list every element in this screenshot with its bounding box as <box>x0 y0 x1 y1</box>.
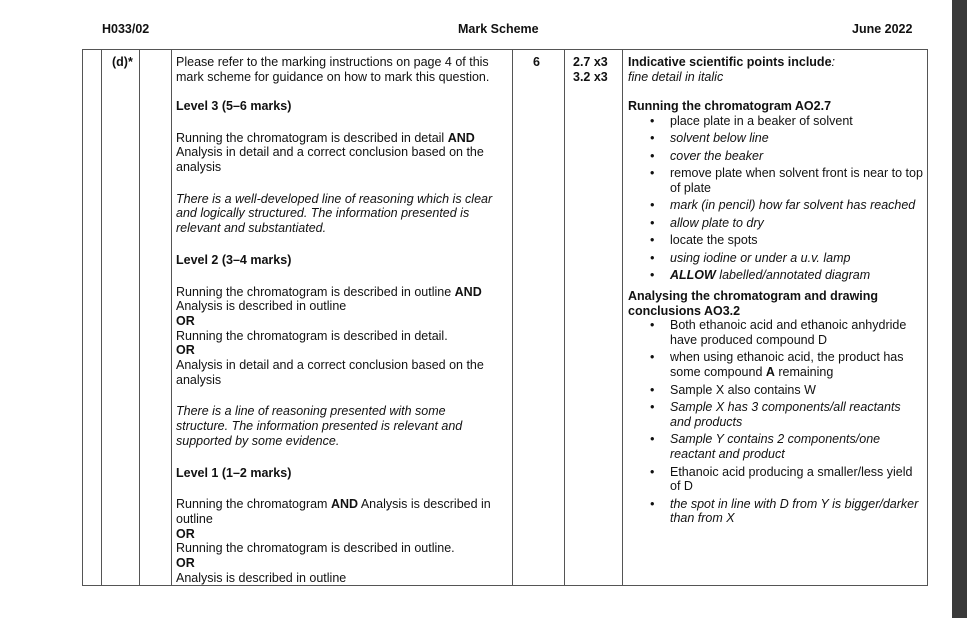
level-1-criterion: Analysis is described in outline <box>176 570 347 585</box>
paper-code: H033/02 <box>102 22 150 36</box>
guidance-column: Indicative scientific points include: fine detail in italic Running the chromatogram AO2.7 • place plate in a beaker of solvent • solvent below line • cover the beaker • remove plate when solvent front is near to top of plate • mark (in pencil) how far solvent has reached • allow plate to dry • locate the spots • using iodine or under a u.v. lamp • ALLOW labelled/annotated diagram Analysing the chromatogram and drawing conclusions AO3.2 • Both ethanoic acid and ethanoic anhydride have produced compound D • when using ethanoic acid, the product has some compound A remaining • Sample X also contains W • Sample X has 3 components/all reactants and products • Sample Y contains 2 components/one reactant and product • Ethanoic acid producing a smaller/less yield of D • the spot in line with D from Y is bigger/darker than from X <box>628 55 924 529</box>
analysis-point: • Ethanoic acid producing a smaller/less yield of D <box>628 465 924 494</box>
running-points-list <box>628 114 924 266</box>
column-divider <box>101 50 102 585</box>
question-number: (d)* <box>112 55 133 69</box>
level-1-heading: Level 1 (1–2 marks) <box>176 465 292 480</box>
level-3-reasoning: relevant and substantiated. <box>176 221 327 236</box>
level-3-reasoning: There is a well-developed line of reasoning which is clear <box>176 191 493 206</box>
running-point: • allow plate to dry <box>628 216 924 231</box>
ao-line: 2.7 x3 <box>573 55 608 69</box>
level-2-reasoning: There is a line of reasoning presented with some <box>176 404 446 419</box>
column-divider <box>564 50 565 585</box>
level-1-criterion: Running the chromatogram is described in outline. <box>176 541 455 556</box>
ao-line: 3.2 x3 <box>573 69 608 84</box>
running-point: • using iodine or under a u.v. lamp <box>628 251 924 266</box>
level-1-criterion: Running the chromatogram AND Analysis is described in <box>176 497 491 512</box>
column-divider <box>171 50 172 585</box>
analysis-heading: Analysing the chromatogram and drawing <box>628 288 879 303</box>
marks-value: 6 <box>533 55 540 69</box>
level-2-reasoning: supported by some evidence. <box>176 433 340 448</box>
level-2-criterion: Analysis is described in outline <box>176 299 347 314</box>
running-point: • mark (in pencil) how far solvent has reached <box>628 198 924 213</box>
column-divider <box>622 50 623 585</box>
allow-point: • ALLOW labelled/annotated diagram <box>628 268 924 283</box>
answer-column <box>176 55 509 585</box>
analysis-point: • Both ethanoic acid and ethanoic anhydride have produced compound D <box>628 318 924 347</box>
level-2-criterion: analysis <box>176 372 222 387</box>
level-2-criterion: Analysis in detail and a correct conclusion based on the <box>176 358 484 373</box>
analysis-point: • Sample Y contains 2 components/one reactant and product <box>628 432 924 461</box>
analysis-point: • when using ethanoic acid, the product has some compound A remaining <box>628 350 924 379</box>
level-3-reasoning: and logically structured. The information presented is <box>176 206 470 221</box>
analysis-heading: conclusions AO3.2 <box>628 303 741 318</box>
level-1-criterion: outline <box>176 511 213 526</box>
window-edge <box>952 0 967 618</box>
or-label: OR <box>176 556 195 571</box>
level-3-heading: Level 3 (5–6 marks) <box>176 98 292 113</box>
page-title: Mark Scheme <box>458 22 539 36</box>
level-3-criterion: Analysis in detail and a correct conclusion based on the <box>176 145 484 160</box>
level-2-criterion: Running the chromatogram is described in detail. <box>176 328 448 343</box>
level-3-criterion: analysis <box>176 160 222 175</box>
analysis-point: • Sample X has 3 components/all reactants and products <box>628 400 924 429</box>
running-heading: Running the chromatogram AO2.7 <box>628 98 832 113</box>
assessment-objectives <box>573 55 608 84</box>
or-label: OR <box>176 343 195 358</box>
intro-line: mark scheme for guidance on how to mark this question. <box>176 69 490 84</box>
level-3-criterion: Running the chromatogram is described in detail AND <box>176 130 475 145</box>
analysis-point: • Sample X also contains W <box>628 383 924 398</box>
level-2-reasoning: structure. The information presented is relevant and <box>176 419 463 434</box>
or-label: OR <box>176 313 195 328</box>
or-label: OR <box>176 526 195 541</box>
column-divider <box>512 50 513 585</box>
analysis-points-list <box>628 318 924 526</box>
guidance-subtitle: fine detail in italic <box>628 69 724 84</box>
column-divider <box>139 50 140 585</box>
analysis-point: • the spot in line with D from Y is bigger/darker than from X <box>628 497 924 526</box>
level-2-criterion: Running the chromatogram is described in outline AND <box>176 284 482 299</box>
running-point: • remove plate when solvent front is near to top of plate <box>628 166 924 195</box>
running-point: • locate the spots <box>628 233 924 248</box>
running-point: • place plate in a beaker of solvent <box>628 114 924 129</box>
mark-scheme-table <box>82 49 928 586</box>
running-point: • cover the beaker <box>628 149 924 164</box>
guidance-title: Indicative scientific points include <box>628 55 832 69</box>
level-2-heading: Level 2 (3–4 marks) <box>176 252 292 267</box>
exam-date: June 2022 <box>852 22 913 36</box>
intro-line: Please refer to the marking instructions on page 4 of this <box>176 55 489 69</box>
running-point: • solvent below line <box>628 131 924 146</box>
